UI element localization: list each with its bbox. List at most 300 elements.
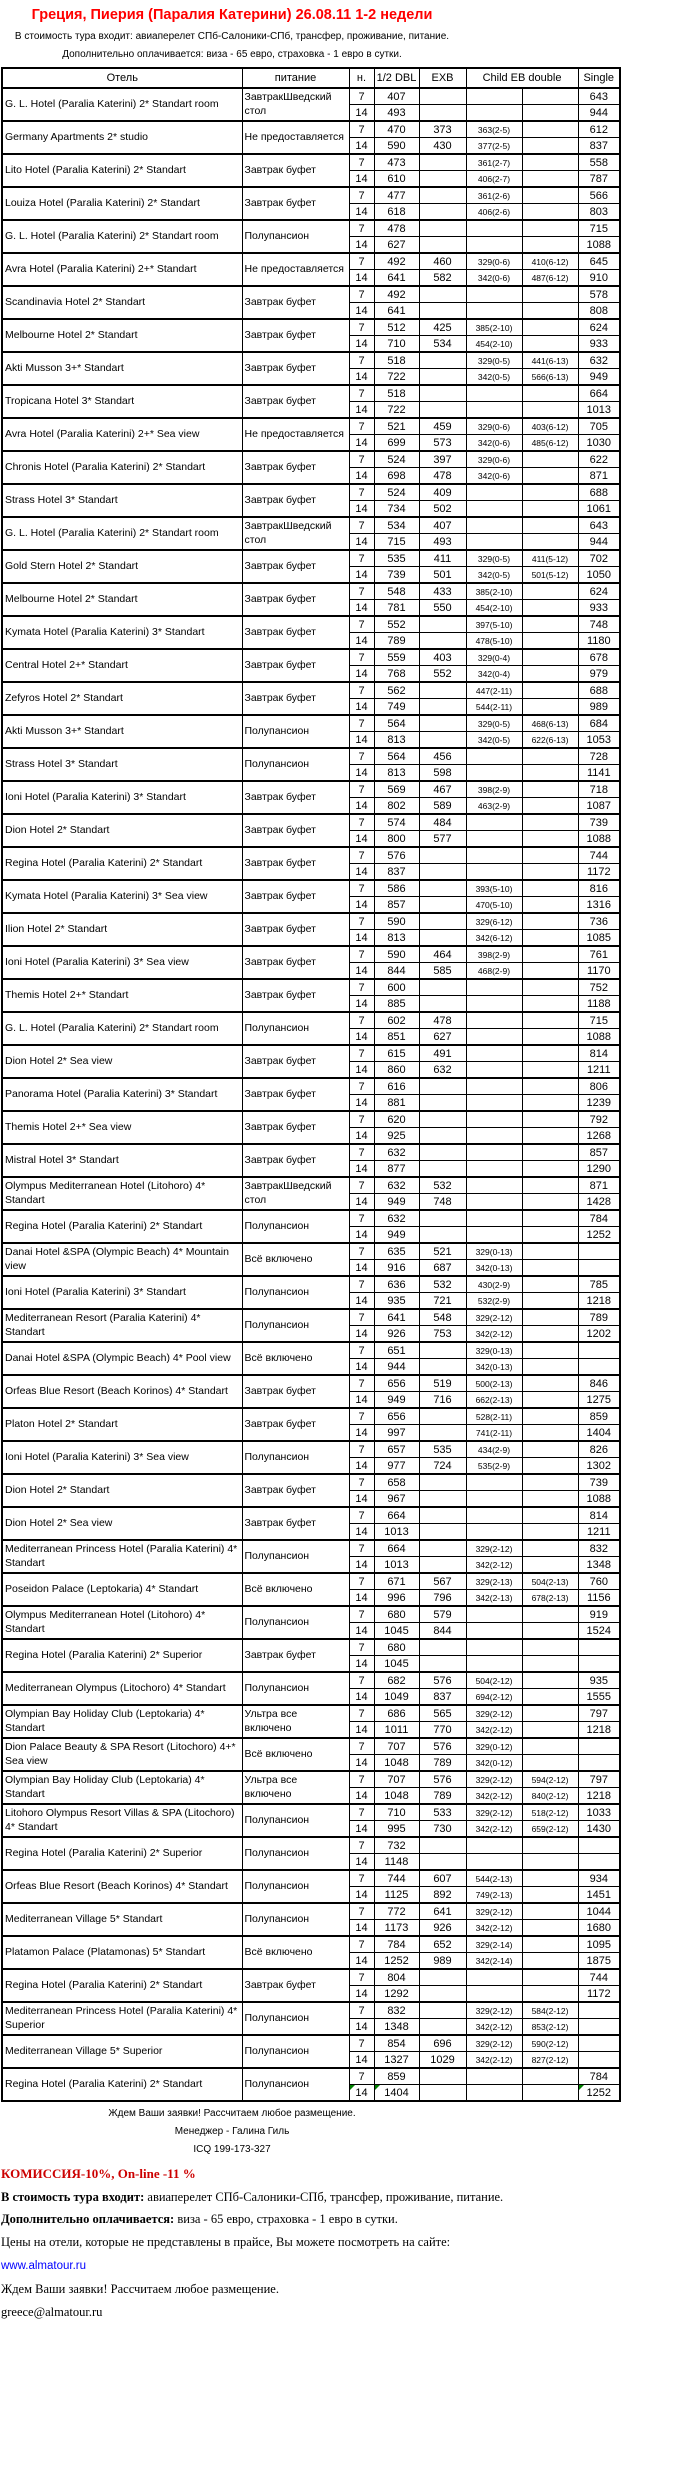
meal-plan: Завтрак буфет <box>242 946 349 979</box>
nights-14: 14 <box>349 204 374 221</box>
nights-14: 14 <box>349 1590 374 1607</box>
nights-14: 14 <box>349 1887 374 1904</box>
nights-14: 14 <box>349 1953 374 1970</box>
price-child2-7 <box>522 1639 578 1656</box>
price-child2-14: 827(2-12) <box>522 2052 578 2069</box>
price-single-14: 1188 <box>578 996 620 1013</box>
price-dbl-7: 651 <box>374 1342 419 1359</box>
price-single-7: 739 <box>578 814 620 831</box>
nights-14: 14 <box>349 303 374 320</box>
price-single-14: 1218 <box>578 1788 620 1805</box>
price-child2-14 <box>522 1623 578 1640</box>
price-dbl-14: 1125 <box>374 1887 419 1904</box>
price-child2-7: 594(2-12) <box>522 1771 578 1788</box>
nights-7: 7 <box>349 121 374 138</box>
hotel-name: Mediterranean Village 5* Superior <box>2 2035 242 2068</box>
price-dbl-7: 590 <box>374 913 419 930</box>
price-dbl-7: 590 <box>374 946 419 963</box>
price-child2-7 <box>522 220 578 237</box>
hotel-row-7-nights <box>2 781 620 798</box>
price-exb-14 <box>419 1491 466 1508</box>
price-exb-14 <box>419 897 466 914</box>
meal-plan: Завтрак буфет <box>242 187 349 220</box>
meal-plan: Завтрак буфет <box>242 154 349 187</box>
price-dbl-7: 635 <box>374 1243 419 1260</box>
nights-14: 14 <box>349 2085 374 2102</box>
hotel-name: Kymata Hotel (Paralia Katerini) 3* Sea view <box>2 880 242 913</box>
price-single-14: 910 <box>578 270 620 287</box>
price-single-14 <box>578 1359 620 1376</box>
price-child2-14 <box>522 237 578 254</box>
price-child1-14 <box>466 1656 522 1673</box>
price-dbl-7: 680 <box>374 1606 419 1623</box>
price-single-7: 664 <box>578 385 620 402</box>
price-child1-7 <box>466 1474 522 1491</box>
price-child1-14 <box>466 237 522 254</box>
price-dbl-7: 632 <box>374 1177 419 1194</box>
price-dbl-14: 610 <box>374 171 419 188</box>
price-dbl-7: 535 <box>374 550 419 567</box>
price-single-14: 1156 <box>578 1590 620 1607</box>
price-dbl-7: 658 <box>374 1474 419 1491</box>
nights-7: 7 <box>349 1045 374 1062</box>
nights-7: 7 <box>349 1606 374 1623</box>
price-dbl-7: 478 <box>374 220 419 237</box>
price-dbl-7: 804 <box>374 1969 419 1986</box>
hotel-row-7-nights <box>2 715 620 732</box>
price-child2-14 <box>522 1095 578 1112</box>
price-dbl-14: 1049 <box>374 1689 419 1706</box>
price-single-7: 1044 <box>578 1903 620 1920</box>
price-single-14: 1316 <box>578 897 620 914</box>
price-child2-14 <box>522 303 578 320</box>
price-single-7: 566 <box>578 187 620 204</box>
price-child1-7: 329(2-12) <box>466 1903 522 1920</box>
meal-plan: ЗавтракШведский стол <box>242 1177 349 1210</box>
price-single-14: 949 <box>578 369 620 386</box>
nights-7: 7 <box>349 1078 374 1095</box>
price-dbl-14: 641 <box>374 303 419 320</box>
hotel-row-7-nights <box>2 616 620 633</box>
meal-plan: Полупансион <box>242 1903 349 1936</box>
site-link[interactable]: www.almatour.ru <box>1 2260 87 2273</box>
nights-7: 7 <box>349 550 374 567</box>
hotel-price-table <box>1 67 621 2102</box>
price-child2-7 <box>522 2068 578 2085</box>
price-exb-7: 425 <box>419 319 466 336</box>
price-dbl-7: 586 <box>374 880 419 897</box>
price-dbl-14: 715 <box>374 534 419 551</box>
nights-7: 7 <box>349 649 374 666</box>
price-dbl-7: 656 <box>374 1408 419 1425</box>
price-dbl-7: 548 <box>374 583 419 600</box>
price-single-14: 944 <box>578 534 620 551</box>
price-child1-7: 385(2-10) <box>466 319 522 336</box>
meal-plan: Полупансион <box>242 1870 349 1903</box>
price-exb-14: 502 <box>419 501 466 518</box>
price-exb-7 <box>419 1210 466 1227</box>
nights-7: 7 <box>349 2068 374 2085</box>
price-child1-7: 329(2-14) <box>466 1936 522 1953</box>
price-child1-7 <box>466 1210 522 1227</box>
hotel-row-7-nights <box>2 1342 620 1359</box>
price-exb-14 <box>419 2019 466 2036</box>
price-child2-14 <box>522 534 578 551</box>
price-child2-7 <box>522 1144 578 1161</box>
price-exb-14 <box>419 996 466 1013</box>
nights-7: 7 <box>349 1672 374 1689</box>
price-child2-7: 403(6-12) <box>522 418 578 435</box>
price-exb-7 <box>419 1111 466 1128</box>
price-child1-7 <box>466 517 522 534</box>
price-child1-7: 329(2-12) <box>466 1804 522 1821</box>
nights-7: 7 <box>349 352 374 369</box>
price-child1-7: 447(2-11) <box>466 682 522 699</box>
price-child2-14: 853(2-12) <box>522 2019 578 2036</box>
nights-14: 14 <box>349 732 374 749</box>
price-single-14: 1524 <box>578 1623 620 1640</box>
price-dbl-14: 1148 <box>374 1854 419 1871</box>
price-dbl-14: 995 <box>374 1821 419 1838</box>
price-child2-7 <box>522 1837 578 1854</box>
hotel-row-7-nights <box>2 979 620 996</box>
hotel-row-7-nights <box>2 814 620 831</box>
nights-7: 7 <box>349 1738 374 1755</box>
price-child1-14 <box>466 1161 522 1178</box>
hotel-name: G. L. Hotel (Paralia Katerini) 2* Standart room <box>2 88 242 121</box>
price-exb-14: 1029 <box>419 2052 466 2069</box>
nights-14: 14 <box>349 600 374 617</box>
includes-text: авиаперелет СПб-Салоники-СПб, трансфер, проживание, питание. <box>144 2189 504 2204</box>
price-child2-7 <box>522 1210 578 1227</box>
price-single-7: 806 <box>578 1078 620 1095</box>
price-child1-14: 662(2-13) <box>466 1392 522 1409</box>
meal-plan: Полупансион <box>242 2068 349 2101</box>
price-child2-14: 487(6-12) <box>522 270 578 287</box>
meal-plan: Полупансион <box>242 715 349 748</box>
meal-plan: ЗавтракШведский стол <box>242 88 349 121</box>
price-exb-14 <box>419 930 466 947</box>
price-dbl-14: 926 <box>374 1326 419 1343</box>
hotel-row-7-nights <box>2 418 620 435</box>
hotel-row-7-nights <box>2 1540 620 1557</box>
meal-plan: Завтрак буфет <box>242 616 349 649</box>
hotel-name: Mediterranean Village 5* Standart <box>2 1903 242 1936</box>
price-child2-7 <box>522 121 578 138</box>
price-child2-7 <box>522 1012 578 1029</box>
price-dbl-7: 492 <box>374 286 419 303</box>
price-child1-7 <box>466 1144 522 1161</box>
price-child1-14 <box>466 1854 522 1871</box>
hotel-row-7-nights <box>2 1078 620 1095</box>
price-child2-7 <box>522 385 578 402</box>
price-exb-7 <box>419 880 466 897</box>
price-single-7: 624 <box>578 583 620 600</box>
extra-text: виза - 65 евро, страховка - 1 евро в сутки. <box>174 2212 398 2227</box>
price-dbl-7: 477 <box>374 187 419 204</box>
price-exb-14: 573 <box>419 435 466 452</box>
nights-14: 14 <box>349 798 374 815</box>
price-child1-14: 342(0-5) <box>466 567 522 584</box>
column-header-child: Child EB double <box>466 68 578 88</box>
price-single-7: 624 <box>578 319 620 336</box>
price-single-7: 736 <box>578 913 620 930</box>
price-single-7: 857 <box>578 1144 620 1161</box>
price-child2-7 <box>522 1342 578 1359</box>
price-dbl-7: 473 <box>374 154 419 171</box>
price-dbl-14: 641 <box>374 270 419 287</box>
price-dbl-14: 781 <box>374 600 419 617</box>
price-child2-14 <box>522 930 578 947</box>
hotel-row-7-nights <box>2 220 620 237</box>
price-dbl-7: 524 <box>374 451 419 468</box>
email-address: greece@almatour.ru <box>1 2304 103 2319</box>
price-exb-14 <box>419 1227 466 1244</box>
price-single-14: 1239 <box>578 1095 620 1112</box>
price-single-14: 1061 <box>578 501 620 518</box>
price-child2-14 <box>522 1920 578 1937</box>
nights-14: 14 <box>349 1755 374 1772</box>
price-single-14: 1172 <box>578 1986 620 2003</box>
nights-14: 14 <box>349 1458 374 1475</box>
price-dbl-7: 710 <box>374 1804 419 1821</box>
price-exb-7: 652 <box>419 1936 466 1953</box>
price-child1-7: 329(0-13) <box>466 1342 522 1359</box>
nights-14: 14 <box>349 567 374 584</box>
price-exb-7: 565 <box>419 1705 466 1722</box>
price-exb-7 <box>419 1474 466 1491</box>
price-single-7: 871 <box>578 1177 620 1194</box>
price-exb-14: 598 <box>419 765 466 782</box>
price-exb-14: 552 <box>419 666 466 683</box>
price-exb-7: 433 <box>419 583 466 600</box>
nights-7: 7 <box>349 1210 374 1227</box>
price-child2-14 <box>522 1260 578 1277</box>
price-child1-7 <box>466 220 522 237</box>
price-dbl-7: 682 <box>374 1672 419 1689</box>
price-exb-14: 534 <box>419 336 466 353</box>
nights-14: 14 <box>349 930 374 947</box>
price-single-7: 744 <box>578 847 620 864</box>
nights-7: 7 <box>349 979 374 996</box>
price-child1-14: 532(2-9) <box>466 1293 522 1310</box>
price-exb-7: 484 <box>419 814 466 831</box>
price-dbl-7: 656 <box>374 1375 419 1392</box>
price-single-14 <box>578 1260 620 1277</box>
price-child1-14: 544(2-11) <box>466 699 522 716</box>
price-exb-7: 579 <box>419 1606 466 1623</box>
price-single-7: 558 <box>578 154 620 171</box>
hotel-name: Mediterranean Resort (Paralia Katerini) 4* Standart <box>2 1309 242 1342</box>
nights-14: 14 <box>349 831 374 848</box>
hotel-name: Melbourne Hotel 2* Standart <box>2 319 242 352</box>
hotel-name: Strass Hotel 3* Standart <box>2 484 242 517</box>
price-child2-7: 410(6-12) <box>522 253 578 270</box>
price-child1-14: 342(0-13) <box>466 1260 522 1277</box>
hotel-name: Ioni Hotel (Paralia Katerini) 3* Sea view <box>2 1441 242 1474</box>
price-dbl-7: 859 <box>374 2068 419 2085</box>
price-exb-7: 411 <box>419 550 466 567</box>
price-single-14 <box>578 1656 620 1673</box>
price-single-14: 1211 <box>578 1524 620 1541</box>
hotel-name: Regina Hotel (Paralia Katerini) 2* Standart <box>2 1969 242 2002</box>
hotel-name: Litohoro Olympus Resort Villas & SPA (Litochoro) 4* Standart <box>2 1804 242 1837</box>
price-single-14: 1180 <box>578 633 620 650</box>
hotel-row-7-nights <box>2 1606 620 1623</box>
hotel-row-7-nights <box>2 484 620 501</box>
nights-14: 14 <box>349 1920 374 1937</box>
price-exb-7: 397 <box>419 451 466 468</box>
price-dbl-7: 641 <box>374 1309 419 1326</box>
price-exb-7 <box>419 154 466 171</box>
nights-14: 14 <box>349 1557 374 1574</box>
hotel-row-7-nights <box>2 154 620 171</box>
price-exb-14: 796 <box>419 1590 466 1607</box>
price-single-14: 1085 <box>578 930 620 947</box>
price-exb-7 <box>419 1837 466 1854</box>
price-child2-14 <box>522 2085 578 2102</box>
price-child2-7: 504(2-13) <box>522 1573 578 1590</box>
price-child2-7: 468(6-13) <box>522 715 578 732</box>
hotel-name: Chronis Hotel (Paralia Katerini) 2* Standart <box>2 451 242 484</box>
nights-14: 14 <box>349 1326 374 1343</box>
price-exb-7 <box>419 187 466 204</box>
price-single-14: 1088 <box>578 237 620 254</box>
price-child1-7 <box>466 1177 522 1194</box>
price-dbl-7: 407 <box>374 88 419 105</box>
price-child1-7 <box>466 1078 522 1095</box>
hotel-row-7-nights <box>2 1936 620 1953</box>
price-child1-7: 329(0-6) <box>466 418 522 435</box>
price-dbl-7: 707 <box>374 1771 419 1788</box>
price-exb-14: 582 <box>419 270 466 287</box>
price-single-7 <box>578 1342 620 1359</box>
price-exb-7: 535 <box>419 1441 466 1458</box>
price-child1-14: 342(2-14) <box>466 1953 522 1970</box>
price-dbl-7: 657 <box>374 1441 419 1458</box>
nights-7: 7 <box>349 319 374 336</box>
price-child1-14: 406(2-7) <box>466 171 522 188</box>
price-single-7: 832 <box>578 1540 620 1557</box>
price-single-14: 1087 <box>578 798 620 815</box>
price-child1-14: 468(2-9) <box>466 963 522 980</box>
column-header-meal: питание <box>242 68 349 88</box>
price-dbl-7: 564 <box>374 748 419 765</box>
hotel-name: Danai Hotel &SPA (Olympic Beach) 4* Mountain view <box>2 1243 242 1276</box>
price-child1-14: 342(0-5) <box>466 369 522 386</box>
price-child1-14: 342(2-12) <box>466 1722 522 1739</box>
price-dbl-14: 699 <box>374 435 419 452</box>
price-dbl-14: 813 <box>374 930 419 947</box>
price-child2-7: 590(2-12) <box>522 2035 578 2052</box>
price-single-14: 1202 <box>578 1326 620 1343</box>
hotel-row-7-nights <box>2 352 620 369</box>
hotel-row-7-nights <box>2 1738 620 1755</box>
price-exb-14: 430 <box>419 138 466 155</box>
price-exb-14: 721 <box>419 1293 466 1310</box>
price-single-14: 944 <box>578 105 620 122</box>
extra-payment-footer-line <box>1 2211 700 2228</box>
price-exb-7: 576 <box>419 1672 466 1689</box>
hotel-name: Mistral Hotel 3* Standart <box>2 1144 242 1177</box>
meal-plan: Завтрак буфет <box>242 814 349 847</box>
meal-plan: Ультра все включено <box>242 1705 349 1738</box>
price-child2-7 <box>522 1177 578 1194</box>
price-child1-7: 329(0-12) <box>466 1738 522 1755</box>
price-exb-14 <box>419 303 466 320</box>
nights-7: 7 <box>349 1540 374 1557</box>
price-exb-14: 716 <box>419 1392 466 1409</box>
price-exb-14: 501 <box>419 567 466 584</box>
price-child2-14 <box>522 1887 578 1904</box>
price-child2-14 <box>522 633 578 650</box>
price-single-14: 1053 <box>578 732 620 749</box>
price-dbl-7: 680 <box>374 1639 419 1656</box>
hotel-row-7-nights <box>2 1705 620 1722</box>
price-child1-7: 329(2-12) <box>466 2002 522 2019</box>
price-child2-7 <box>522 913 578 930</box>
price-dbl-14: 935 <box>374 1293 419 1310</box>
hotel-name: Danai Hotel &SPA (Olympic Beach) 4* Pool view <box>2 1342 242 1375</box>
hotel-row-7-nights <box>2 1474 620 1491</box>
price-child2-14 <box>522 699 578 716</box>
price-single-14: 837 <box>578 138 620 155</box>
price-exb-7 <box>419 682 466 699</box>
price-dbl-14: 698 <box>374 468 419 485</box>
nights-7: 7 <box>349 253 374 270</box>
price-child2-7 <box>522 1045 578 1062</box>
price-single-14: 1252 <box>578 1227 620 1244</box>
price-single-7 <box>578 1639 620 1656</box>
price-single-14: 1404 <box>578 1425 620 1442</box>
price-exb-14: 748 <box>419 1194 466 1211</box>
price-child2-7: 518(2-12) <box>522 1804 578 1821</box>
price-child1-14: 342(0-6) <box>466 270 522 287</box>
meal-plan: Полупансион <box>242 1540 349 1573</box>
price-single-14: 787 <box>578 171 620 188</box>
price-child2-14 <box>522 336 578 353</box>
price-child1-14: 342(2-12) <box>466 1821 522 1838</box>
price-dbl-14: 618 <box>374 204 419 221</box>
nights-14: 14 <box>349 1788 374 1805</box>
column-header-nights: н. <box>349 68 374 88</box>
price-dbl-14: 1048 <box>374 1788 419 1805</box>
nights-14: 14 <box>349 468 374 485</box>
nights-14: 14 <box>349 1656 374 1673</box>
price-exb-7 <box>419 847 466 864</box>
price-exb-7 <box>419 1969 466 1986</box>
meal-plan: Полупансион <box>242 1837 349 1870</box>
price-child2-7 <box>522 1276 578 1293</box>
price-dbl-7: 470 <box>374 121 419 138</box>
price-child2-14 <box>522 171 578 188</box>
price-child2-7 <box>522 1243 578 1260</box>
hotel-row-7-nights <box>2 1870 620 1887</box>
price-exb-7: 459 <box>419 418 466 435</box>
price-single-14: 1268 <box>578 1128 620 1145</box>
hotel-name: Orfeas Blue Resort (Beach Korinos) 4* Standart <box>2 1375 242 1408</box>
price-single-7: 688 <box>578 484 620 501</box>
price-dbl-7: 664 <box>374 1540 419 1557</box>
price-single-7: 935 <box>578 1672 620 1689</box>
nights-14: 14 <box>349 1986 374 2003</box>
price-single-7: 814 <box>578 1507 620 1524</box>
price-single-7: 705 <box>578 418 620 435</box>
price-child1-14: 342(0-12) <box>466 1755 522 1772</box>
price-exb-7: 373 <box>419 121 466 138</box>
price-child1-14: 454(2-10) <box>466 600 522 617</box>
price-dbl-7: 562 <box>374 682 419 699</box>
